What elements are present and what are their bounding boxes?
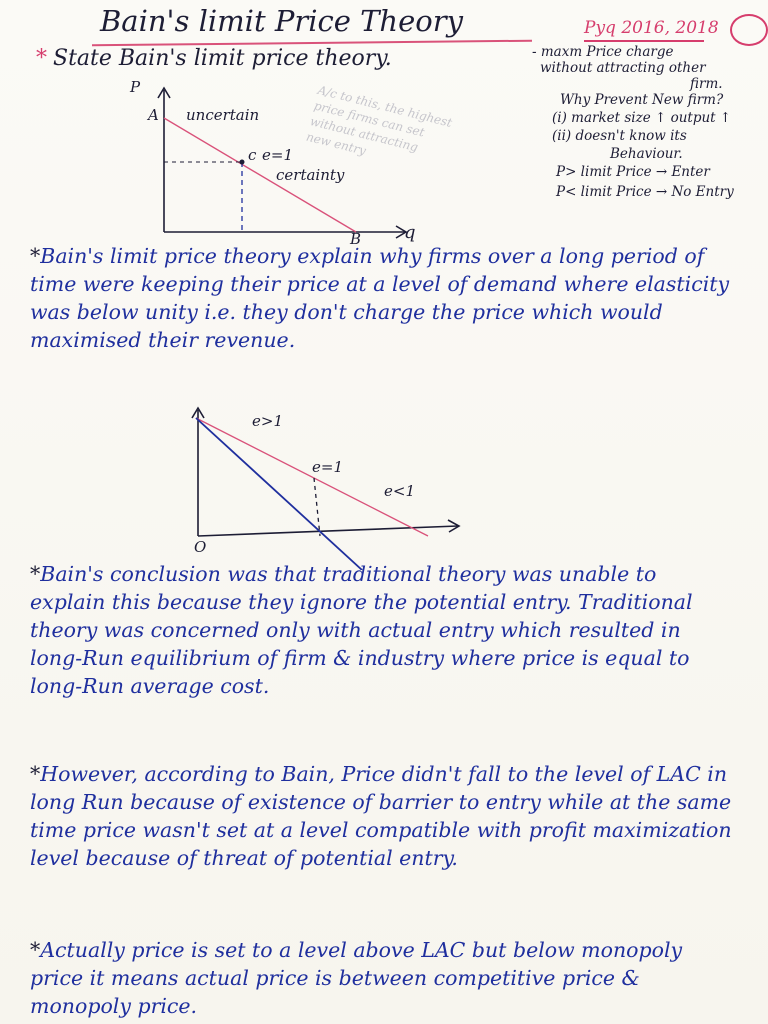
origin-label: O xyxy=(194,538,207,556)
pyq-label: Pyq 2016, 2018 xyxy=(584,18,719,38)
c-label: c xyxy=(248,146,257,164)
side-note-6: (ii) doesn't know its xyxy=(552,128,687,144)
side-note-9: P< limit Price → No Entry xyxy=(556,184,734,200)
star-bullet: * xyxy=(36,46,47,71)
side-note-4: Why Prevent New firm? xyxy=(560,92,724,108)
star-bullet: * xyxy=(30,562,41,586)
elasticity-graph xyxy=(180,400,480,570)
paragraph-3-text: However, according to Bain, Price didn't fall to the level of LAC in long Run because of existence of barrier to entry while at the same time price wasn't set at a level compatible with profit maximization level because of threat of potential entry. xyxy=(30,762,732,870)
point-c xyxy=(240,160,245,165)
flat-demand-line xyxy=(196,418,428,536)
question-line xyxy=(36,46,392,71)
uncertain-label: uncertain xyxy=(186,106,260,124)
paragraph-4-text: Actually price is set to a level above LAC but below monopoly price it means actual price is between competitive price & monopoly price. xyxy=(30,938,683,1018)
side-note-5: (i) market size ↑ output ↑ xyxy=(552,110,732,126)
limit-price-graph xyxy=(120,80,440,250)
paragraph-1-text: Bain's limit price theory explain why firms over a long period of time were keeping their price at a level of demand where elasticity was below unity i.e. they don't charge the price which would maximised their revenue. xyxy=(30,244,730,352)
e-less-label: e<1 xyxy=(384,482,415,500)
paragraph-2-text: Bain's conclusion was that traditional theory was unable to explain this because they ignore the potential entry. Traditional theory was concerned only with actual entry which resulted in long-Run equilibrium of firm & industry where price is equal to long-Run average cost. xyxy=(30,562,693,698)
steep-demand-line xyxy=(196,418,362,570)
paragraph-3 xyxy=(30,760,735,872)
side-note-1: - maxm Price charge xyxy=(532,44,674,60)
q-label: q xyxy=(404,222,416,243)
side-note-7: Behaviour. xyxy=(610,146,683,162)
star-bullet: * xyxy=(30,244,41,268)
side-note-2: without attracting other xyxy=(540,60,706,76)
question-text: State Bain's limit price theory. xyxy=(53,46,392,71)
e-equals-one-label: e=1 xyxy=(262,146,293,164)
e-equal-label: e=1 xyxy=(312,458,343,476)
b-label: B xyxy=(350,230,362,248)
star-bullet: * xyxy=(30,762,41,786)
p-label: P xyxy=(130,78,141,96)
paragraph-4 xyxy=(30,936,735,1020)
star-bullet: * xyxy=(30,938,41,962)
page-title: Bain's limit Price Theory xyxy=(100,4,463,38)
e-greater-label: e>1 xyxy=(252,412,283,430)
faded-note: A/c to this, the highest price firms can set without attracting new entry xyxy=(304,82,454,158)
a-label: A xyxy=(148,106,159,124)
pyq-underline xyxy=(584,40,704,42)
side-note-8: P> limit Price → Enter xyxy=(556,164,710,180)
certainty-label: certainty xyxy=(276,166,345,184)
side-note-3: firm. xyxy=(690,76,723,92)
paragraph-1 xyxy=(30,242,740,354)
signature-mark xyxy=(730,14,768,46)
paragraph-2 xyxy=(30,560,735,700)
